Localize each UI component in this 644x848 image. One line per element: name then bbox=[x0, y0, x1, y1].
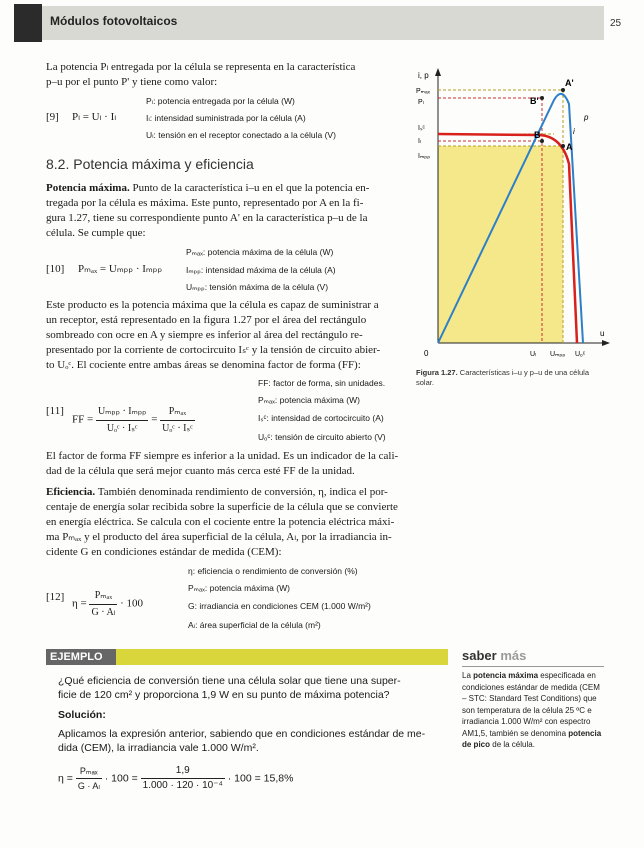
saber-p2: especificada en condiciones estándar de medida (CEM – STC: Standard Test Conditions) que son temperatura de la célula 25 ºC e irradiancia 1.000 W/m² con espectro AM1,5, también se denomina bbox=[462, 671, 600, 738]
def-impp: Iₘₚₚ: intensidad máxima de la célula (A) bbox=[186, 265, 336, 275]
label-umpp: Uₘₚₚ bbox=[550, 351, 566, 358]
saber-title-b: más bbox=[500, 648, 527, 663]
label-pmax: Pₘₐₓ bbox=[416, 88, 430, 95]
example-tag: EJEMPLO bbox=[46, 649, 116, 665]
saber-title-a: saber bbox=[462, 648, 501, 663]
def-ff: FF: factor de forma, sin unidades. bbox=[258, 378, 386, 388]
product-line-1: Este producto es la potencia máxima que la célula es capaz de suministrar a bbox=[46, 299, 379, 311]
saber-p3: potencia de pico bbox=[462, 728, 602, 749]
eq-9-number: [9] bbox=[46, 111, 59, 123]
saber-mas-rule bbox=[462, 666, 604, 667]
pmax-line-4: célula. Se cumple que: bbox=[46, 227, 146, 239]
example-num-1: Pₘₐₓ bbox=[76, 764, 102, 779]
label-a-prime: A' bbox=[565, 78, 574, 88]
def-eta: η: eficiencia o rendimiento de conversión (%) bbox=[188, 566, 358, 576]
pmax-lead: Potencia máxima. bbox=[46, 182, 130, 194]
saber-p4: de la célula. bbox=[490, 740, 535, 749]
ff-text-line-2: dad de la célula que será mejor cuanto más cerca esté FF de la unidad. bbox=[46, 465, 355, 477]
eta-den: G · Aₗ bbox=[91, 606, 116, 618]
product-line-2: un receptor, está representado en la figura 1.27 por el área del rectángulo bbox=[46, 314, 367, 326]
eta-rhs: · 100 bbox=[120, 597, 144, 610]
ff-den-1: Uₒᶜ · Iₛᶜ bbox=[106, 422, 138, 434]
caption-text: Características i–u y p–u de una célula solar. bbox=[416, 368, 590, 387]
chapter-title: Módulos fotovoltaicos bbox=[50, 14, 178, 28]
example-question-1: ¿Qué eficiencia de conversión tiene una célula solar que tiene una super- bbox=[58, 675, 401, 687]
eq-9: Pₗ = Uₗ · Iₗ bbox=[72, 111, 117, 123]
example-result: · 100 = 15,8% bbox=[227, 772, 294, 785]
example-mid: · 100 = bbox=[104, 772, 138, 785]
pmax-text-1: Punto de la característica i–u en el que la potencia en- bbox=[129, 182, 370, 194]
eq-11-number: [11] bbox=[46, 405, 64, 417]
example-lhs: η = bbox=[58, 772, 73, 785]
label-impp: Iₘₚₚ bbox=[418, 153, 431, 160]
origin-label: 0 bbox=[424, 349, 429, 358]
example-fraction-1 bbox=[76, 764, 102, 793]
example-den-2: 1.000 · 120 · 10⁻⁴ bbox=[142, 780, 223, 791]
label-p-curve: p bbox=[584, 113, 589, 122]
intro-line-2: p–u por el punto P' y tiene como valor: bbox=[46, 76, 218, 88]
eq-11: FF = $\frac{\text{Uₘₚₚ · Iₘₚₚ}}{\text{Uₒᶜ · Iₛᶜ}}$ = $\frac{\text{Pₘₐₓ}}{\text{Uₒᶜ · Iₛᶜ}}$ bbox=[72, 404, 195, 436]
def-pl: Pₗ: potencia entregada por la célula (W) bbox=[146, 96, 295, 106]
page-number: 25 bbox=[610, 18, 622, 29]
ff-fraction-1 bbox=[96, 404, 148, 436]
example-question-2: ficie de 120 cm² y proporciona 1,9 W en su punto de máxima potencia? bbox=[58, 689, 390, 701]
y-axis-arrow bbox=[435, 68, 441, 76]
saber-p1: La bbox=[462, 671, 474, 680]
example-solution-1: Aplicamos la expresión anterior, sabiendo que en condiciones estándar de me- bbox=[58, 728, 426, 740]
def-umpp: Uₘₚₚ: tensión máxima de la célula (V) bbox=[186, 282, 329, 292]
example-equation bbox=[58, 764, 293, 793]
def-isc: Iₛᶜ: intensidad de cortocircuito (A) bbox=[258, 413, 384, 423]
product-line-4: presentado por la corriente de cortocircuito Iₛᶜ y la tensión de circuito abier- bbox=[46, 344, 381, 356]
pmax-line-2: tregada por la célula es máxima. Este punto, representado por A en la fi- bbox=[46, 197, 364, 209]
intro-line-1: La potencia Pₗ entregada por la célula se representa en la característica bbox=[46, 61, 356, 73]
example-den-1: G · Aₗ bbox=[77, 781, 100, 791]
point-a-prime bbox=[561, 88, 565, 92]
point-a bbox=[561, 144, 565, 148]
label-ul: Uₗ bbox=[530, 351, 537, 358]
ff-den-2: Uₒᶜ · Iₛᶜ bbox=[162, 422, 193, 434]
eff-line-2: centaje de energía solar recibida sobre la superficie de la célula que se convierte bbox=[46, 501, 398, 513]
point-b-prime bbox=[540, 96, 544, 100]
ff-lhs: FF = bbox=[72, 413, 94, 426]
eq-10: Pₘₐₓ = Uₘₚₚ · Iₘₚₚ bbox=[78, 263, 163, 275]
def-ff-pmax: Pₘₐₓ: potencia máxima (W) bbox=[258, 395, 360, 405]
example-solution-label: Solución: bbox=[58, 709, 106, 721]
eff-lead: Eficiencia. bbox=[46, 486, 96, 498]
x-axis-label: u bbox=[600, 329, 605, 338]
pmax-line-1 bbox=[46, 181, 369, 197]
pmax-line-3: gura 1.27, tiene su correspondiente punto A' en la característica p–u de la bbox=[46, 212, 368, 224]
example-fraction-2 bbox=[141, 764, 225, 793]
header-marker bbox=[14, 4, 42, 42]
figure-1-27 bbox=[414, 64, 610, 366]
saber-p1b: potencia máxima bbox=[473, 671, 539, 680]
eta-lhs: η = bbox=[72, 597, 87, 610]
label-b: B bbox=[534, 130, 541, 140]
product-line-3: sombreado con ocre en A y siempre es inferior al área del rectángulo re- bbox=[46, 329, 363, 341]
def-uoc: Uₒᶜ: tensión de circuito abierto (V) bbox=[258, 432, 386, 442]
saber-mas-text bbox=[462, 670, 604, 751]
label-isc: Iₛᶜ bbox=[418, 125, 426, 132]
label-uoc: Uₒᶜ bbox=[575, 351, 586, 358]
label-il: Iₗ bbox=[418, 138, 422, 145]
example-num-2: 1,9 bbox=[141, 764, 225, 779]
def-ul: Uₗ: tensión en el receptor conectado a la célula (V) bbox=[146, 130, 336, 140]
max-power-area bbox=[438, 146, 563, 343]
ff-num-1: Uₘₚₚ · Iₘₚₚ bbox=[96, 404, 148, 421]
label-i-curve: i bbox=[573, 127, 575, 136]
eq-12-number: [12] bbox=[46, 591, 65, 603]
label-a: A bbox=[566, 142, 573, 152]
eta-fraction bbox=[89, 588, 117, 620]
eff-line-4: ma Pₘₐₓ y el producto del área superficial de la célula, Aₗ, por la irradiancia in- bbox=[46, 531, 392, 543]
saber-mas-title bbox=[462, 648, 526, 663]
eff-line-5: cidente G en condiciones estándar de medida (CEM): bbox=[46, 546, 282, 558]
figure-caption bbox=[416, 368, 606, 388]
ff-fraction-2 bbox=[160, 404, 195, 436]
point-b bbox=[540, 139, 544, 143]
eff-text-1: También denominada rendimiento de conversión, η, indica el por- bbox=[95, 486, 388, 498]
caption-lead: Figura 1.27. bbox=[416, 368, 458, 377]
y-axis-label: i, p bbox=[418, 71, 429, 80]
def-al: Aₗ: área superficial de la célula (m²) bbox=[188, 620, 321, 630]
ff-text-line-1: El factor de forma FF siempre es inferior a la unidad. Es un indicador de la cali- bbox=[46, 450, 399, 462]
label-b-prime: B' bbox=[530, 96, 539, 106]
eff-line-3: en energía eléctrica. Se calcula con el cociente entre la potencia eléctrica máxi- bbox=[46, 516, 395, 528]
def-eta-pmax: Pₘₐₓ: potencia máxima (W) bbox=[188, 583, 290, 593]
section-heading: 8.2. Potencia máxima y eficiencia bbox=[46, 156, 254, 172]
eta-num: Pₘₐₓ bbox=[89, 588, 117, 605]
ff-num-2: Pₘₐₓ bbox=[160, 404, 195, 421]
def-pmax: Pₘₐₓ: potencia máxima de la célula (W) bbox=[186, 247, 334, 257]
eff-line-1 bbox=[46, 485, 388, 501]
def-g: G: irradiancia en condiciones CEM (1.000 W/m²) bbox=[188, 601, 371, 611]
example-solution-2: dida (CEM), la irradiancia vale 1.000 W/m². bbox=[58, 742, 259, 754]
eq-10-number: [10] bbox=[46, 263, 65, 275]
product-line-5: to Uₒᶜ. El cociente entre ambas áreas se denomina factor de forma (FF): bbox=[46, 359, 361, 371]
def-il: Iₗ: intensidad suministrada por la célula (A) bbox=[146, 113, 306, 123]
x-axis-arrow bbox=[602, 340, 610, 346]
label-pl: Pₗ bbox=[418, 99, 424, 106]
eq-12 bbox=[72, 588, 143, 620]
